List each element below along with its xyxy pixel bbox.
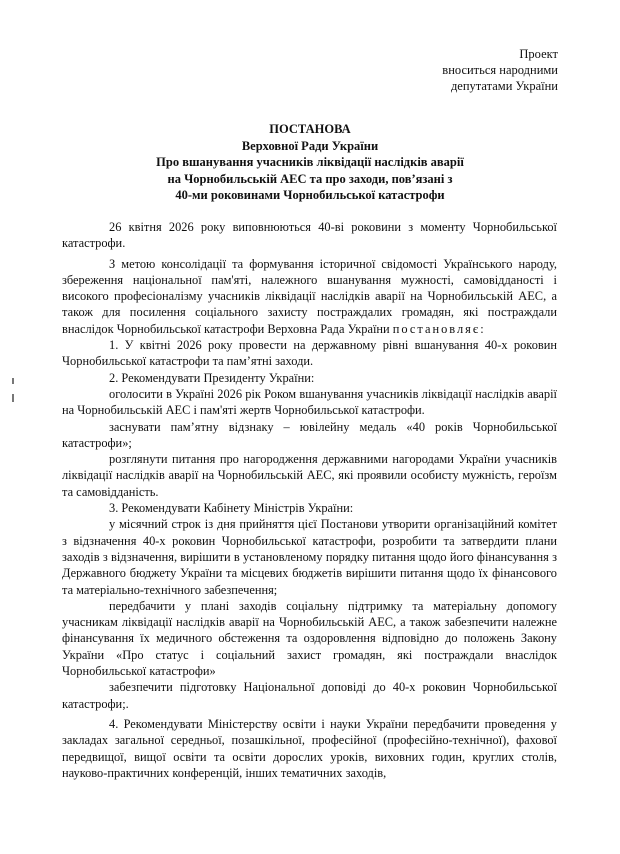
draft-note-line: Проект — [519, 47, 558, 61]
title-line: Про вшанування учасників ліквідації наслідків аварії — [156, 155, 464, 169]
paragraph-item-3: 3. Рекомендувати Кабінету Міністрів України: — [109, 501, 354, 516]
draft-note — [442, 46, 558, 94]
paragraph-medal: заснувати пам’ятну відзнаку – ювілейну медаль «40 років Чорнобильської катастрофи»; — [62, 419, 557, 450]
paragraph-support: передбачити у плані заходів соціальну підтримку та матеріальну допомогу учасникам ліквідації наслідків аварії на Чорнобильській АЕС, а також забезпечити належне фінансування їх медичного обстеження та оздоровлення відповідно до положень Закону України «Про статус і соціальний захист громадян, які постраждали внаслідок Чорнобильської катастрофи» — [62, 598, 557, 679]
paragraph-preamble — [62, 256, 557, 337]
scan-mark — [12, 394, 14, 402]
document-body — [62, 219, 557, 781]
scan-mark — [12, 378, 14, 384]
paragraph-item-4: 4. Рекомендувати Міністерству освіти і науки України передбачити проведення у закладах загальної середньої, позашкільної, професійної (професійно-технічної), фахової передвищої, вищої освіти та освіти дорослих уроків, виховних годин, круглих столів, науково-практичних конференцій, інших тематичних заходів, — [62, 716, 557, 780]
document-title — [60, 121, 560, 204]
paragraph-item-1: 1. У квітні 2026 року провести на державному рівні вшанування 40-х роковин Чорнобильської катастрофи та пам’ятні заходи. — [62, 338, 557, 369]
title-line: Верховної Ради України — [241, 138, 379, 153]
paragraph-intro: 26 квітня 2026 року виповнюються 40-ві роковини з моменту Чорнобильської катастрофи. — [62, 220, 557, 251]
draft-note-line: депутатами України — [450, 79, 558, 93]
preamble-text: З метою консолідації та формування історичної свідомості Українського народу, збереження національної пам'яті, належного вшанування мужності, самовідданості і високого професіоналізму учасників ліквідації наслідків аварії на Чорнобильській АЕС, а також для посилення соціального захисту постраждалих громадян, які постраждали внаслідок Чорнобильської катастрофи Верховна Рада України — [62, 256, 557, 336]
paragraph-item-2: 2. Рекомендувати Президенту України: — [109, 370, 315, 385]
resolve-word: постановляє: — [392, 321, 486, 336]
title-line: ПОСТАНОВА — [269, 122, 351, 136]
paragraph-committee: у місячний строк із дня прийняття цієї Постанови утворити організаційний комітет з відзначення 40-х роковин Чорнобильської катастрофи, розробити та затвердити плани заходів з відзначення, вирішити в установленому порядку питання щодо його фінансування з Державного бюджету України та місцевих бюджетів вирішити питання щодо їх фінансового та матеріально-технічного забезпечення; — [62, 517, 557, 597]
paragraph-report: забезпечити підготовку Національної доповіді до 40-х роковин Чорнобильської катастрофи;. — [62, 680, 557, 711]
title-line: 40-ми роковинами Чорнобильської катастрофи — [175, 188, 445, 202]
draft-note-line: вноситься народними — [442, 63, 558, 77]
title-line: на Чорнобильській АЕС та про заходи, пов’язані з — [167, 171, 453, 186]
paragraph-awards: розглянути питання про нагородження державними нагородами України учасників ліквідації наслідків аварії на Чорнобильській АЕС, які проявили особисту мужність, героїзм та самовідданість. — [62, 452, 557, 499]
paragraph-declare-year: оголосити в Україні 2026 рік Роком вшанування учасників ліквідації наслідків аварії на Чорнобильській АЕС і пам'яті жертв Чорнобильської катастрофи. — [62, 386, 557, 418]
